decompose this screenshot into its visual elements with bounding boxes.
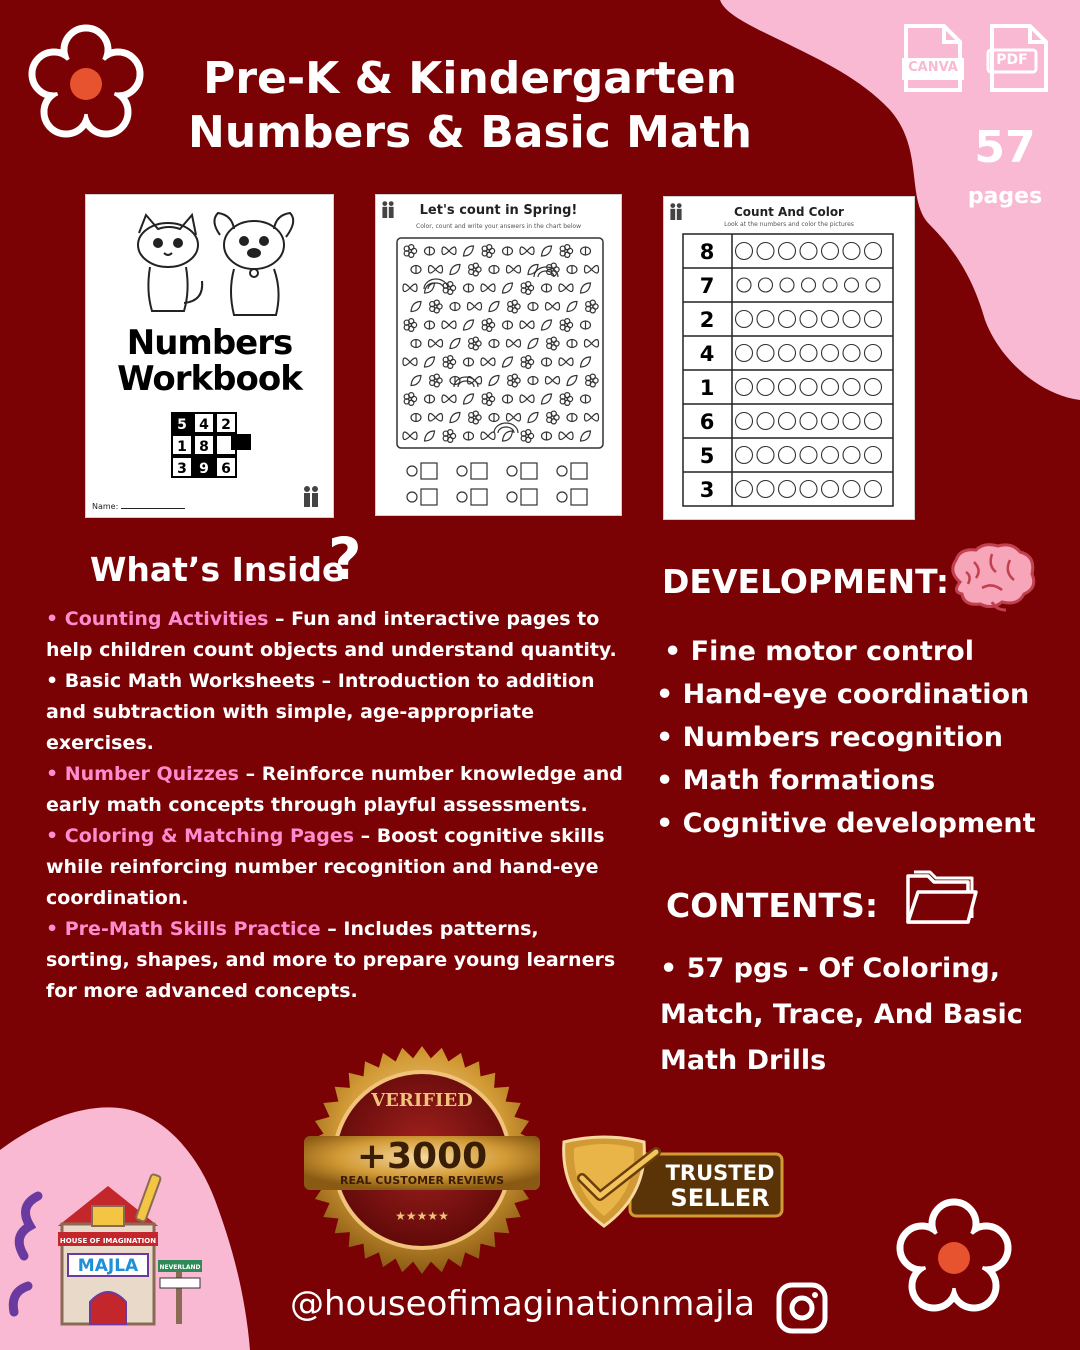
chart-item-icon: [507, 466, 517, 476]
inside-item-counting: • Counting Activities – Fun and interactive pages to help children count objects and understand quantity.: [46, 608, 617, 661]
verified-label: VERIFIED: [371, 1090, 473, 1111]
pdf-label: PDF: [996, 52, 1028, 68]
canva-file-icon: [900, 22, 966, 94]
answer-box: [471, 489, 487, 505]
folder-icon: [904, 868, 978, 928]
title-line-2: Numbers & Basic Math: [188, 107, 752, 158]
cat-dog-illustration: [124, 211, 299, 321]
canva-label: CANVA: [908, 60, 958, 75]
puzzle-digit: 5: [177, 417, 187, 433]
count-color-subtitle: Look at the numbers and color the pictures: [724, 221, 854, 228]
whats-inside-list: [46, 604, 626, 1007]
puzzle-digit: 4: [199, 417, 209, 433]
dev-item-math-formations: • Math formations: [656, 765, 936, 796]
instagram-icon[interactable]: [776, 1282, 828, 1334]
puzzle-digit: 1: [177, 439, 187, 455]
number-puzzle-graphic: [170, 411, 252, 481]
count-number: 6: [699, 410, 715, 434]
answer-box: [421, 489, 437, 505]
trusted-seller-badge: [560, 1134, 786, 1230]
answer-box: [521, 489, 537, 505]
flower-icon: [894, 1196, 1014, 1316]
development-heading: DEVELOPMENT:: [662, 562, 950, 601]
puzzle-digit: 9: [199, 461, 209, 477]
puzzle-digit: 3: [177, 461, 187, 477]
kids-logo-icon: [301, 485, 321, 509]
contents-description: • 57 pgs - Of Coloring, Match, Trace, And Basic Math Drills: [660, 953, 1023, 1076]
dev-item-hand-eye: • Hand-eye coordination: [656, 679, 1030, 710]
pages-count: 57: [974, 122, 1036, 173]
seller-label: SELLER: [670, 1184, 770, 1212]
answer-box: [571, 463, 587, 479]
page-title: [140, 52, 800, 160]
name-field-label: Name:: [92, 502, 185, 511]
house-of-imagination-logo: [8, 1166, 208, 1336]
chart-item-icon: [507, 492, 517, 502]
count-number: 1: [699, 376, 715, 400]
workbook-title-line-1: Numbers: [126, 323, 293, 363]
spring-title: Let's count in Spring!: [419, 203, 578, 218]
answer-box: [521, 463, 537, 479]
inside-item-quizzes: • Number Quizzes – Reinforce number knowledge and early math concepts through playful assessments.: [46, 763, 623, 816]
reviews-count: +3000: [356, 1136, 488, 1177]
chart-item-icon: [457, 492, 467, 502]
chart-item-icon: [457, 466, 467, 476]
answer-box: [571, 489, 587, 505]
chart-item-icon: [557, 466, 567, 476]
dev-item-fine-motor: • Fine motor control: [664, 636, 974, 667]
spring-items-grid: [396, 237, 604, 449]
count-number: 8: [699, 240, 715, 264]
workbook-title-line-2: Workbook: [117, 359, 302, 399]
flower-icon: [26, 22, 146, 142]
preview-spring-counting: [375, 194, 622, 516]
preview-workbook-cover: [85, 194, 334, 518]
puzzle-digit: 8: [199, 439, 209, 455]
chart-item-icon: [407, 492, 417, 502]
logo-sign-text: NEVERLAND: [159, 1264, 201, 1271]
puzzle-digit: 6: [221, 461, 231, 477]
count-number: 2: [699, 308, 715, 332]
count-color-title: Count And Color: [734, 205, 844, 219]
answer-box: [471, 463, 487, 479]
logo-banner-text: HOUSE OF IMAGINATION: [59, 1237, 157, 1245]
title-line-1: Pre-K & Kindergarten: [203, 53, 737, 104]
whats-inside-heading: What’s Inside: [90, 550, 345, 589]
inside-item-basic-math: • Basic Math Worksheets – Introduction to addition and subtraction with simple, age-appropriate exercises.: [46, 670, 595, 754]
count-color-table: [682, 233, 894, 509]
spring-subtitle: Color, count and write your answers in the chart below: [416, 223, 581, 230]
workbook-title: [86, 325, 333, 397]
count-number: 4: [699, 342, 715, 366]
answer-box: [421, 463, 437, 479]
dev-item-cognitive: • Cognitive development: [656, 808, 1036, 839]
chart-item-icon: [407, 466, 417, 476]
reviews-label: REAL CUSTOMER REVIEWS: [339, 1174, 505, 1187]
spring-answer-chart: [400, 457, 600, 509]
logo-name: MAJLA: [77, 1256, 139, 1276]
count-number: 7: [699, 274, 715, 298]
verified-reviews-badge: [300, 1044, 544, 1276]
development-list: [656, 630, 1066, 845]
brain-icon: [946, 542, 1038, 612]
count-number: 5: [699, 444, 715, 468]
dev-item-numbers-recognition: • Numbers recognition: [656, 722, 1003, 753]
instagram-handle[interactable]: @houseofimaginationmajla: [290, 1284, 755, 1324]
puzzle-digit: 2: [221, 417, 231, 433]
chart-item-icon: [557, 492, 567, 502]
preview-count-and-color: [663, 196, 915, 520]
question-mark-icon: ?: [328, 525, 362, 593]
inside-item-pre-math: • Pre-Math Skills Practice – Includes patterns, sorting, shapes, and more to prepare young learners for more advanced concepts.: [46, 918, 616, 1002]
stars-rating: ★★★★★: [395, 1209, 449, 1223]
inside-item-coloring: • Coloring & Matching Pages – Boost cognitive skills while reinforcing number recognition and hand-eye coordination.: [46, 825, 605, 909]
count-number: 3: [699, 478, 715, 502]
trusted-label: TRUSTED: [665, 1161, 775, 1185]
pages-label: pages: [967, 184, 1043, 209]
contents-heading: CONTENTS:: [666, 886, 879, 925]
